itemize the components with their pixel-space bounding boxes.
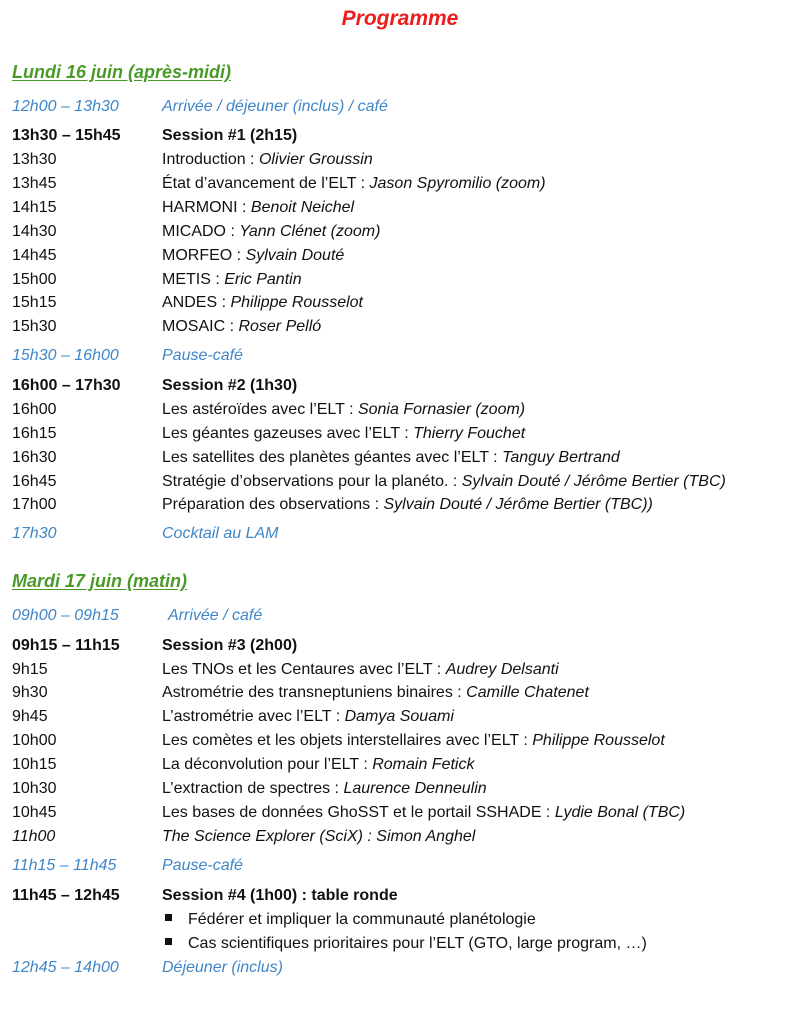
talk-title: Les astéroïdes avec l’ELT : — [162, 401, 358, 418]
talk-row — [12, 197, 792, 219]
talk-speaker: Camille Chatenet — [466, 684, 589, 701]
talk-row — [12, 399, 792, 421]
square-bullet-icon — [165, 914, 172, 921]
session-title: Session #4 (1h00) : table ronde — [162, 887, 398, 904]
talk-row — [12, 706, 792, 728]
session-time: 13h30 – 15h45 — [12, 127, 121, 144]
row-time: 17h30 — [12, 525, 57, 542]
day1-heading: Lundi 16 juin (après-midi) — [12, 62, 232, 82]
session2-row — [12, 375, 792, 397]
bullet-text: Fédérer et impliquer la communauté planétologie — [188, 911, 536, 928]
row-time: 15h30 – 16h00 — [12, 347, 119, 364]
talk-time: 10h45 — [12, 804, 57, 821]
talk-title: Astrométrie des transneptuniens binaires : — [162, 684, 467, 701]
talk-speaker: Romain Fetick — [372, 756, 475, 773]
talk-speaker: Audrey Delsanti — [445, 661, 559, 678]
session-title: Session #3 (2h00) — [162, 637, 298, 654]
talk-title: Préparation des observations : — [162, 496, 384, 513]
scix-row — [12, 826, 792, 848]
talk-title: L’astrométrie avec l’ELT : — [162, 708, 345, 725]
break1-row — [12, 345, 792, 367]
talk-title: MORFEO : — [162, 247, 246, 264]
talk-row — [12, 173, 792, 195]
talk-time: 16h15 — [12, 425, 57, 442]
talk-time: 16h00 — [12, 401, 57, 418]
talk-time: 10h30 — [12, 780, 57, 797]
talk-speaker: Yann Clénet (zoom) — [239, 223, 381, 240]
talk-time: 13h45 — [12, 175, 57, 192]
talk-time: 10h00 — [12, 732, 57, 749]
talk-speaker: Philippe Rousselot — [532, 732, 665, 749]
cocktail-row — [12, 523, 792, 545]
row-time: 12h45 – 14h00 — [12, 959, 119, 976]
talk-title: MICADO : — [162, 223, 240, 240]
bullet-item — [165, 909, 536, 931]
talk-row — [12, 447, 792, 469]
talk-title: ANDES : — [162, 294, 231, 311]
row-label: Pause-café — [162, 857, 243, 874]
talk-title: L’extraction de spectres : — [162, 780, 344, 797]
row-time: 12h00 – 13h30 — [12, 98, 119, 115]
talk-time: 9h45 — [12, 708, 48, 725]
talk-row — [12, 471, 792, 493]
talk-time: 15h30 — [12, 318, 57, 335]
talk-time: 14h45 — [12, 247, 57, 264]
row-label: Déjeuner (inclus) — [162, 959, 283, 976]
talk-time: 15h15 — [12, 294, 57, 311]
row-label: Pause-café — [162, 347, 243, 364]
row-label: The Science Explorer (SciX) : Simon Anghel — [162, 828, 476, 845]
session1-row — [12, 125, 792, 147]
talk-row — [12, 149, 792, 171]
talk-title: MOSAIC : — [162, 318, 239, 335]
talk-time: 14h30 — [12, 223, 57, 240]
talk-speaker: Thierry Fouchet — [413, 425, 526, 442]
talk-time: 9h30 — [12, 684, 48, 701]
session-title: Session #1 (2h15) — [162, 127, 298, 144]
talk-speaker: Benoit Neichel — [250, 199, 355, 216]
talk-row — [12, 494, 792, 516]
talk-title: La déconvolution pour l’ELT : — [162, 756, 373, 773]
talk-row — [12, 292, 792, 314]
talk-speaker: Sylvain Douté / Jérôme Bertier (TBC) — [461, 473, 726, 490]
talk-speaker: Roser Pelló — [238, 318, 322, 335]
row-label: Arrivée / café — [168, 607, 263, 624]
talk-speaker: Sonia Fornasier (zoom) — [357, 401, 526, 418]
talk-time: 15h00 — [12, 271, 57, 288]
talk-title: Les bases de données GhoSST et le portail SSHADE : — [162, 804, 555, 821]
talk-row — [12, 730, 792, 752]
talk-time: 10h15 — [12, 756, 57, 773]
talk-row — [12, 682, 792, 704]
session-title: Session #2 (1h30) — [162, 377, 298, 394]
talk-time: 16h30 — [12, 449, 57, 466]
talk-row — [12, 316, 792, 338]
talk-title: Introduction : — [162, 151, 259, 168]
row-label: Cocktail au LAM — [162, 525, 279, 542]
talk-speaker: Sylvain Douté / Jérôme Bertier (TBC)) — [383, 496, 653, 513]
talk-title: Les géantes gazeuses avec l’ELT : — [162, 425, 414, 442]
talk-speaker: Lydie Bonal (TBC) — [554, 804, 686, 821]
session-time: 11h45 – 12h45 — [12, 887, 120, 904]
talk-row — [12, 802, 792, 824]
talk-speaker: Philippe Rousselot — [230, 294, 363, 311]
bullet-item — [165, 933, 647, 955]
session4-row — [12, 885, 792, 907]
talk-title: Les satellites des planètes géantes avec l’ELT : — [162, 449, 503, 466]
talk-speaker: Laurence Denneulin — [343, 780, 487, 797]
row-time: 11h00 — [12, 828, 56, 845]
talk-title: Les TNOs et les Centaures avec l’ELT : — [162, 661, 446, 678]
lunch-row — [12, 957, 792, 979]
talk-row — [12, 423, 792, 445]
talk-title: HARMONI : — [162, 199, 251, 216]
day2-arrival-row — [12, 605, 792, 627]
square-bullet-icon — [165, 938, 172, 945]
talk-time: 17h00 — [12, 496, 57, 513]
session3-row — [12, 635, 792, 657]
talk-time: 16h45 — [12, 473, 57, 490]
break2-row — [12, 855, 792, 877]
row-time: 11h15 – 11h45 — [12, 857, 117, 874]
talk-time: 13h30 — [12, 151, 57, 168]
bullet-text: Cas scientifiques prioritaires pour l’ELT (GTO, large program, …) — [188, 935, 647, 952]
talk-title: Stratégie d’observations pour la planéto. : — [162, 473, 462, 490]
session-time: 09h15 – 11h15 — [12, 637, 120, 654]
talk-title: METIS : — [162, 271, 225, 288]
page-title: Programme — [341, 7, 459, 30]
day1-arrival-row — [12, 96, 792, 118]
talk-row — [12, 245, 792, 267]
day2-heading: Mardi 17 juin (matin) — [12, 571, 188, 591]
talk-row — [12, 754, 792, 776]
talk-speaker: Tanguy Bertrand — [502, 449, 620, 466]
talk-speaker: Jason Spyromilio (zoom) — [369, 175, 546, 192]
row-label: Arrivée / déjeuner (inclus) / café — [162, 98, 388, 115]
talk-row — [12, 269, 792, 291]
talk-time: 14h15 — [12, 199, 57, 216]
talk-speaker: Damya Souami — [344, 708, 454, 725]
talk-speaker: Eric Pantin — [224, 271, 302, 288]
talk-title: État d’avancement de l’ELT : — [162, 175, 370, 192]
talk-row — [12, 778, 792, 800]
talk-row — [12, 221, 792, 243]
session-time: 16h00 – 17h30 — [12, 377, 121, 394]
talk-row — [12, 659, 792, 681]
talk-speaker: Olivier Groussin — [258, 151, 373, 168]
talk-title: Les comètes et les objets interstellaires avec l’ELT : — [162, 732, 533, 749]
row-time: 09h00 – 09h15 — [12, 607, 119, 624]
talk-time: 9h15 — [12, 661, 48, 678]
talk-speaker: Sylvain Douté — [245, 247, 345, 264]
